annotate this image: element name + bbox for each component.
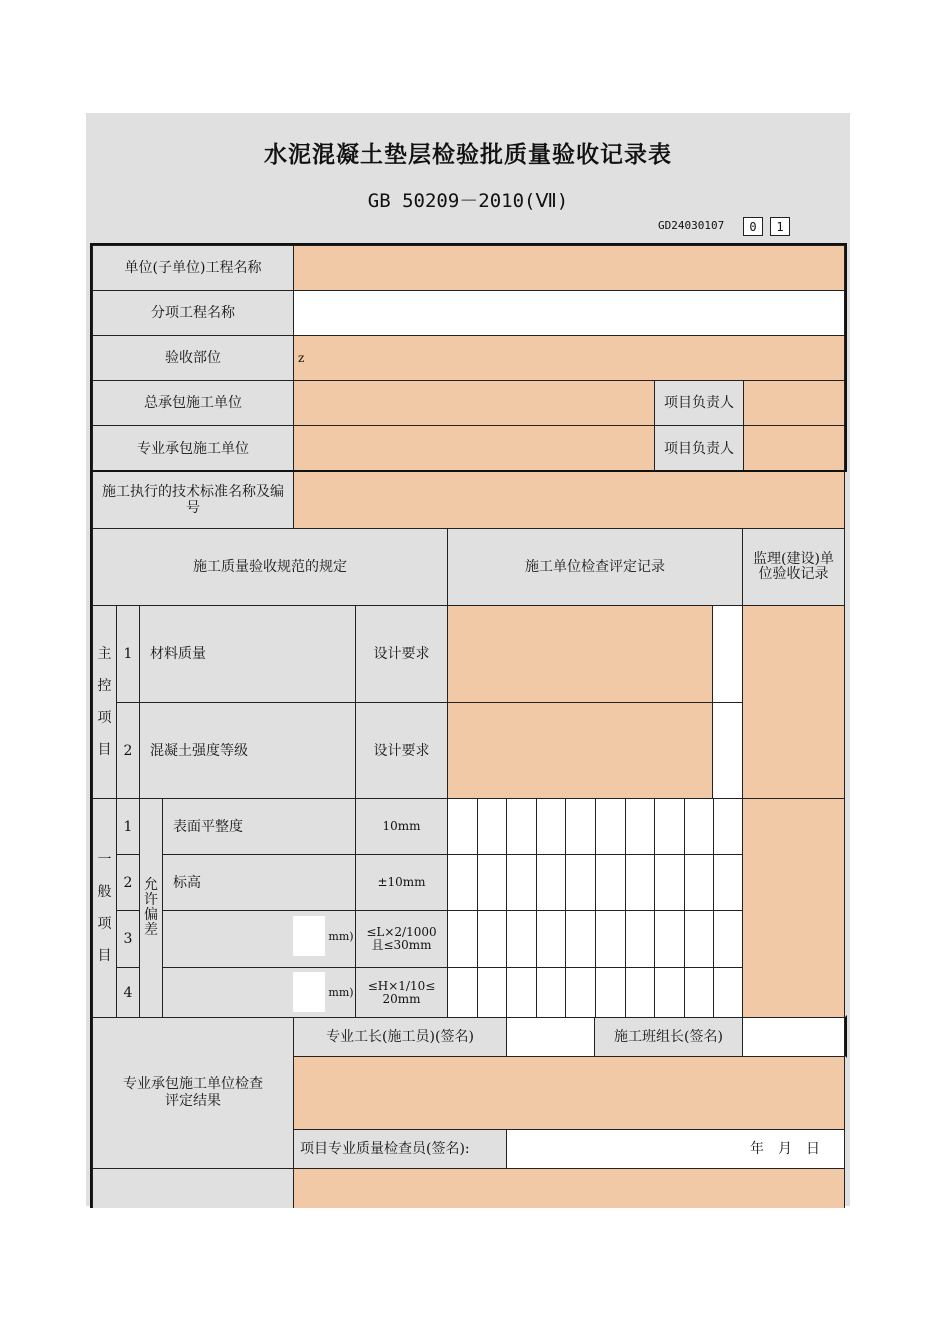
measurement-cell[interactable] [654,854,685,911]
general-contractor-field[interactable] [293,380,655,426]
measurement-cell[interactable] [595,798,626,855]
custom-item-unit: mm) [328,916,354,956]
record-header: 施工单位检查评定记录 [447,528,743,606]
measurement-cell[interactable] [565,798,596,855]
main-control-char: 主 [97,646,112,662]
general-group [92,798,117,1018]
project-name-field[interactable] [293,245,845,291]
measurement-cell[interactable] [506,910,537,968]
measurement-cell[interactable] [565,967,596,1018]
general-row-item: 表面平整度 [162,798,356,855]
measurement-cell[interactable] [713,967,744,1018]
general-row-no: 4 [116,967,140,1018]
measurement-cell[interactable] [654,910,685,968]
main-row-requirement: 设计要求 [355,702,448,799]
next-section-label [92,1168,294,1208]
project-manager-label-2: 项目负责人 [654,425,744,472]
foreman-signature[interactable] [506,1017,595,1057]
acceptance-part-field[interactable]: z [293,335,845,381]
main-row-no: 2 [116,702,140,799]
project-manager-field-2[interactable] [743,425,845,472]
form-title: 水泥混凝土垫层检验批质量验收记录表 [264,142,672,168]
custom-item-unit: mm) [328,972,354,1012]
specialty-contractor-label: 专业承包施工单位 [92,425,294,472]
general-row-tolerance: ≤H×1/10≤20mm [355,967,448,1018]
measurement-cell[interactable] [684,910,715,968]
general-row-item-custom [162,967,356,1018]
measurement-cell[interactable] [625,910,656,968]
measurement-cell[interactable] [625,854,656,911]
subitem-name-label: 分项工程名称 [92,290,294,336]
measurement-cell[interactable] [684,854,715,911]
measurement-cell[interactable] [506,854,537,911]
main-row-item: 材料质量 [139,605,356,703]
measurement-cell[interactable] [477,854,508,911]
measurement-cell[interactable] [536,910,567,968]
standard-name-field[interactable] [293,471,845,529]
measurement-cell[interactable] [447,854,478,911]
general-char: 目 [97,948,112,964]
measurement-cell[interactable] [654,798,685,855]
inspector-label: 项目专业质量检查员(签名): [293,1129,507,1169]
measurement-cell[interactable] [477,798,508,855]
project-name-label: 单位(子单位)工程名称 [92,245,294,291]
measurement-cell[interactable] [506,967,537,1018]
supervision-header: 监理(建设)单位验收记录 [742,528,845,606]
code-box-1[interactable]: 0 [743,217,763,236]
main-row-item: 混凝土强度等级 [139,702,356,799]
general-row-tolerance: ±10mm [355,854,448,911]
main-row-requirement: 设计要求 [355,605,448,703]
general-supervision-field[interactable] [742,798,845,1018]
standard-code: GB 50209－2010(Ⅶ) [367,190,569,212]
foreman-label: 专业工长(施工员)(签名) [293,1017,507,1057]
general-char: 般 [97,884,112,900]
measurement-cell[interactable] [536,854,567,911]
main-control-group [92,605,117,799]
measurement-cell[interactable] [565,910,596,968]
main-control-char: 目 [97,742,112,758]
specialty-result-label: 专业承包施工单位检查评定结果 [92,1017,294,1169]
measurement-cell[interactable] [595,854,626,911]
general-row-no: 2 [116,854,140,911]
allowable-deviation-label: 允许偏差 [139,798,163,1018]
measurement-cell[interactable] [477,910,508,968]
project-manager-field[interactable] [743,380,845,426]
measurement-cell[interactable] [595,967,626,1018]
measurement-cell[interactable] [565,854,596,911]
main-row-no: 1 [116,605,140,703]
acceptance-part-label: 验收部位 [92,335,294,381]
custom-item-input[interactable] [293,916,325,956]
inspector-date[interactable]: 年 月 日 [506,1129,845,1169]
project-manager-label: 项目负责人 [654,380,744,426]
measurement-cell[interactable] [625,967,656,1018]
specialty-result-field[interactable] [293,1056,845,1130]
main-row-record[interactable] [447,605,713,703]
general-char: 项 [97,916,112,932]
measurement-cell[interactable] [447,798,478,855]
measurement-cell[interactable] [595,910,626,968]
measurement-cell[interactable] [536,967,567,1018]
measurement-cell[interactable] [447,967,478,1018]
team-leader-signature[interactable] [742,1017,845,1057]
general-contractor-label: 总承包施工单位 [92,380,294,426]
general-row-tolerance: 10mm [355,798,448,855]
measurement-cell[interactable] [625,798,656,855]
general-row-no: 1 [116,798,140,855]
measurement-cell[interactable] [447,910,478,968]
general-row-no: 3 [116,910,140,968]
measurement-cell[interactable] [536,798,567,855]
subitem-name-field[interactable] [293,290,845,336]
main-row-record[interactable] [447,702,713,799]
main-row-extra[interactable] [712,702,743,799]
general-row-item: 标高 [162,854,356,911]
general-char: 一 [97,852,112,868]
measurement-cell[interactable] [684,798,715,855]
team-leader-label: 施工班组长(签名) [594,1017,743,1057]
standard-name-label: 施工执行的技术标准名称及编号 [92,471,294,529]
main-row-extra[interactable] [712,605,743,703]
measurement-cell[interactable] [713,854,744,911]
measurement-cell[interactable] [654,967,685,1018]
main-control-char: 控 [97,678,112,694]
main-supervision-field[interactable] [742,605,845,799]
measurement-cell[interactable] [713,910,744,968]
general-row-tolerance: ≤L×2/1000且≤30mm [355,910,448,968]
form-code: GD24030107 [658,219,725,232]
spec-header: 施工质量验收规范的规定 [92,528,448,606]
measurement-cell[interactable] [713,798,744,855]
custom-item-input[interactable] [293,972,325,1012]
code-box-2[interactable]: 1 [770,217,790,236]
measurement-cell[interactable] [477,967,508,1018]
general-row-item-custom [162,910,356,968]
measurement-cell[interactable] [684,967,715,1018]
next-section-field[interactable] [293,1168,845,1208]
main-control-char: 项 [97,710,112,726]
specialty-contractor-field[interactable] [293,425,655,472]
measurement-cell[interactable] [506,798,537,855]
